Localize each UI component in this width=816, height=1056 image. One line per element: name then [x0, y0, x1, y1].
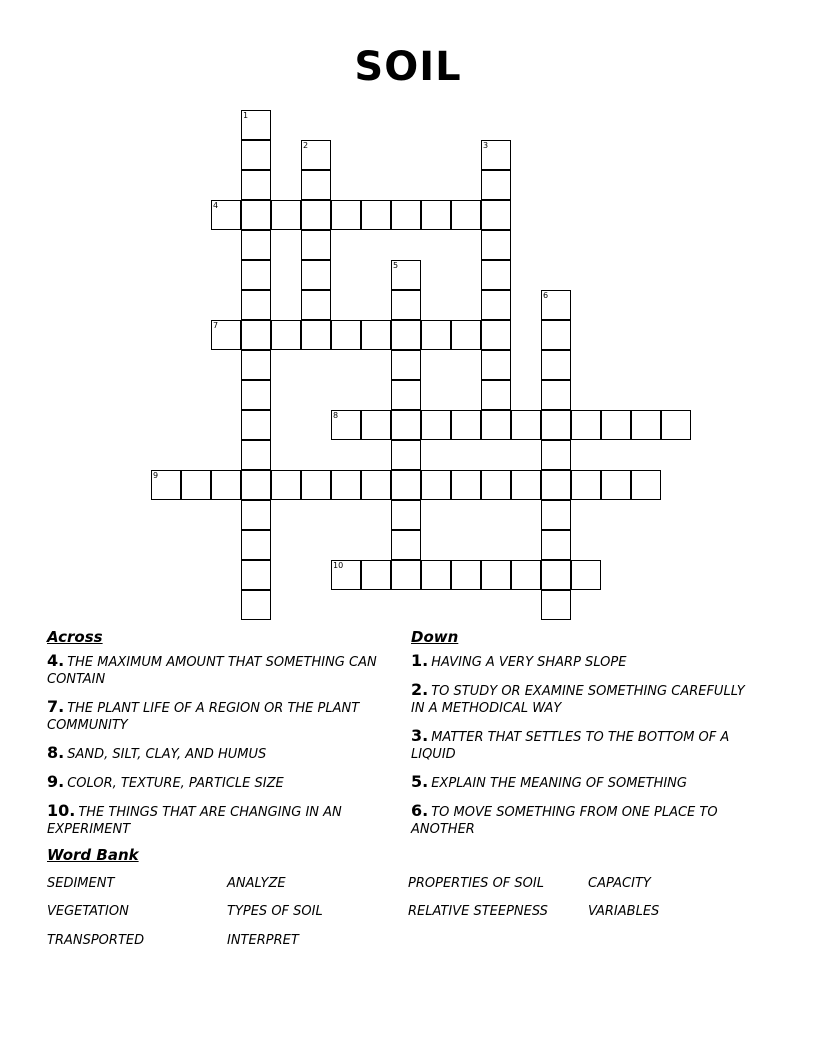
grid-cell [361, 470, 391, 500]
grid-cell [241, 260, 271, 290]
grid-cell [391, 290, 421, 320]
clue-text: SAND, SILT, CLAY, AND HUMUS [67, 747, 267, 762]
grid-cell [481, 290, 511, 320]
grid-cell [481, 350, 511, 380]
grid-cell [661, 410, 691, 440]
grid-cell [361, 200, 391, 230]
grid-cell [451, 410, 481, 440]
grid-cell [361, 410, 391, 440]
grid-cell [541, 590, 571, 620]
across-clue [47, 773, 387, 792]
grid-cell [541, 410, 571, 440]
grid-cell [541, 320, 571, 350]
grid-cell [361, 320, 391, 350]
grid-cell [241, 380, 271, 410]
grid-cell [391, 440, 421, 470]
grid-cell [541, 500, 571, 530]
grid-cell [601, 470, 631, 500]
word-bank-item: TRANSPORTED [47, 933, 145, 948]
grid-cell [271, 320, 301, 350]
grid-cell [241, 200, 271, 230]
across-clue [47, 744, 387, 763]
grid-cell [391, 380, 421, 410]
grid-cell [421, 320, 451, 350]
clue-number: 1 [243, 111, 249, 120]
grid-cell [211, 200, 241, 230]
across-clues [47, 652, 387, 848]
grid-cell [421, 410, 451, 440]
grid-cell [571, 560, 601, 590]
grid-cell [511, 470, 541, 500]
clue-number: 9 [153, 471, 159, 480]
down-heading: Down [411, 628, 459, 646]
grid-cell [391, 530, 421, 560]
grid-cell [241, 590, 271, 620]
grid-cell [451, 320, 481, 350]
clue-number: 1. [411, 651, 429, 670]
grid-cell [301, 290, 331, 320]
grid-cell [631, 410, 661, 440]
word-bank-item: VEGETATION [47, 904, 129, 919]
grid-cell [301, 140, 331, 170]
word-bank-item: VARIABLES [588, 904, 660, 919]
grid-cell [421, 470, 451, 500]
grid-cell [391, 410, 421, 440]
grid-cell [451, 560, 481, 590]
grid-cell [241, 230, 271, 260]
grid-cell [331, 560, 361, 590]
word-bank-item: SEDIMENT [47, 876, 115, 891]
grid-cell [391, 470, 421, 500]
grid-cell [541, 350, 571, 380]
grid-cell [151, 470, 181, 500]
grid-cell [481, 260, 511, 290]
clue-number: 2. [411, 680, 429, 699]
grid-cell [421, 200, 451, 230]
grid-cell [241, 290, 271, 320]
grid-cell [271, 470, 301, 500]
grid-cell [181, 470, 211, 500]
down-clues [411, 652, 751, 848]
across-heading: Across [47, 628, 103, 646]
across-clue [47, 698, 387, 734]
grid-cell [541, 470, 571, 500]
clue-number: 7. [47, 697, 65, 716]
grid-cell [331, 320, 361, 350]
grid-cell [481, 410, 511, 440]
grid-cell [241, 440, 271, 470]
grid-cell [331, 470, 361, 500]
grid-cell [211, 320, 241, 350]
grid-cell [241, 350, 271, 380]
grid-cell [451, 470, 481, 500]
clue-text: MATTER THAT SETTLES TO THE BOTTOM OF A LIQUID [411, 730, 730, 762]
down-clue [411, 727, 751, 763]
clue-text: TO STUDY OR EXAMINE SOMETHING CAREFULLY IN A METHODICAL WAY [411, 684, 745, 716]
clue-text: TO MOVE SOMETHING FROM ONE PLACE TO ANOTHER [411, 805, 718, 837]
grid-cell [241, 170, 271, 200]
grid-cell [301, 470, 331, 500]
grid-cell [421, 560, 451, 590]
grid-cell [481, 560, 511, 590]
down-clue [411, 681, 751, 717]
grid-cell [361, 560, 391, 590]
grid-cell [391, 350, 421, 380]
across-clue [47, 652, 387, 688]
word-bank-item: ANALYZE [227, 876, 286, 891]
grid-cell [391, 500, 421, 530]
across-clue [47, 802, 387, 838]
grid-cell [481, 230, 511, 260]
grid-cell [271, 200, 301, 230]
clue-number: 5. [411, 772, 429, 791]
word-bank-item: CAPACITY [588, 876, 651, 891]
grid-cell [451, 200, 481, 230]
grid-cell [301, 230, 331, 260]
grid-cell [481, 470, 511, 500]
word-bank-item: INTERPRET [227, 933, 299, 948]
grid-cell [241, 110, 271, 140]
grid-cell [481, 320, 511, 350]
grid-cell [481, 380, 511, 410]
grid-cell [541, 530, 571, 560]
clue-number: 9. [47, 772, 65, 791]
grid-cell [301, 320, 331, 350]
grid-cell [541, 380, 571, 410]
grid-cell [601, 410, 631, 440]
down-clue [411, 652, 751, 671]
clue-text: THE PLANT LIFE OF A REGION OR THE PLANT COMMUNITY [47, 701, 360, 733]
grid-cell [571, 410, 601, 440]
grid-cell [391, 320, 421, 350]
clue-number: 8. [47, 743, 65, 762]
clue-text: HAVING A VERY SHARP SLOPE [431, 655, 627, 670]
word-bank-item: RELATIVE STEEPNESS [408, 904, 548, 919]
grid-cell [241, 560, 271, 590]
grid-cell [301, 200, 331, 230]
grid-cell [241, 530, 271, 560]
grid-cell [391, 560, 421, 590]
page-title: SOIL [354, 44, 462, 90]
down-clue [411, 773, 751, 792]
clue-number: 6 [543, 291, 549, 300]
clue-number: 2 [303, 141, 309, 150]
clue-number: 10 [333, 561, 344, 570]
clue-number: 3. [411, 726, 429, 745]
clue-text: COLOR, TEXTURE, PARTICLE SIZE [67, 776, 284, 791]
grid-cell [241, 140, 271, 170]
grid-cell [511, 410, 541, 440]
grid-cell [511, 560, 541, 590]
grid-cell [571, 470, 601, 500]
clue-number: 5 [393, 261, 399, 270]
grid-cell [241, 500, 271, 530]
clue-number: 6. [411, 801, 429, 820]
grid-cell [541, 560, 571, 590]
clue-text: THE THINGS THAT ARE CHANGING IN AN EXPERIMENT [47, 805, 342, 837]
clue-number: 4. [47, 651, 65, 670]
grid-cell [541, 290, 571, 320]
grid-cell [391, 260, 421, 290]
word-bank-heading: Word Bank [47, 846, 139, 864]
grid-cell [331, 410, 361, 440]
grid-cell [301, 260, 331, 290]
grid-cell [481, 140, 511, 170]
word-bank-item: PROPERTIES OF SOIL [408, 876, 544, 891]
grid-cell [301, 170, 331, 200]
clue-number: 3 [483, 141, 489, 150]
grid-cell [211, 470, 241, 500]
down-clue [411, 802, 751, 838]
clue-number: 4 [213, 201, 219, 210]
grid-cell [331, 200, 361, 230]
clue-number: 10. [47, 801, 76, 820]
clue-text: THE MAXIMUM AMOUNT THAT SOMETHING CAN CONTAIN [47, 655, 377, 687]
grid-cell [631, 470, 661, 500]
clue-text: EXPLAIN THE MEANING OF SOMETHING [431, 776, 687, 791]
grid-cell [241, 470, 271, 500]
grid-cell [241, 410, 271, 440]
grid-cell [391, 200, 421, 230]
clue-number: 7 [213, 321, 219, 330]
clue-number: 8 [333, 411, 339, 420]
word-bank-item: TYPES OF SOIL [227, 904, 323, 919]
grid-cell [541, 440, 571, 470]
grid-cell [481, 170, 511, 200]
grid-cell [241, 320, 271, 350]
grid-cell [481, 200, 511, 230]
